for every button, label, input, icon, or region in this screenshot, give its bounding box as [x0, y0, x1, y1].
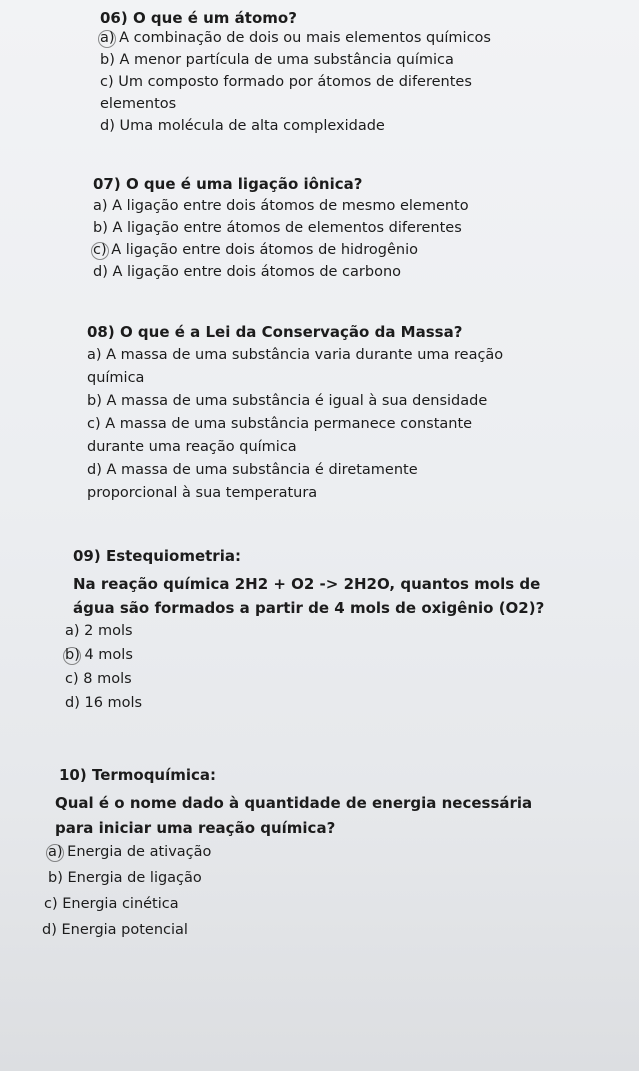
option-a: a) A combinação de dois ou mais elementos químicos [100, 30, 491, 46]
option-b: b) A menor partícula de uma substância química [100, 52, 454, 68]
option-c: c) A massa de uma substância permanece constante [87, 416, 473, 432]
option-d: d) Uma molécula de alta complexidade [100, 118, 385, 134]
option-d: d) Energia potencial [42, 922, 188, 938]
option-d-cont: proporcional à sua temperatura [87, 485, 318, 501]
option-c: c) Energia cinética [44, 896, 179, 912]
question-title: 10) Termoquímica: [59, 766, 217, 784]
option-c: c) A ligação entre dois átomos de hidrogênio [93, 242, 418, 258]
question-title: 08) O que é a Lei da Conservação da Massa? [87, 323, 463, 341]
option-b: b) 4 mols [65, 647, 133, 663]
question-prompt: Qual é o nome dado à quantidade de energia necessária [55, 794, 533, 812]
question-prompt: Na reação química 2H2 + O2 -> 2H2O, quantos mols de [73, 575, 541, 593]
option-d: d) A ligação entre dois átomos de carbono [93, 264, 402, 280]
option-a: a) Energia de ativação [48, 844, 212, 860]
question-prompt-cont: para iniciar uma reação química? [55, 819, 336, 837]
option-d: d) 16 mols [65, 695, 143, 711]
question-title: 09) Estequiometria: [73, 547, 241, 565]
option-d: d) A massa de uma substância é diretamente [87, 462, 418, 478]
option-c-cont: durante uma reação química [87, 439, 297, 455]
option-c: c) Um composto formado por átomos de diferentes [100, 74, 472, 90]
answer-mark [91, 242, 109, 260]
option-a: a) A massa de uma substância varia durante uma reação [87, 347, 504, 363]
question-prompt-cont: água são formados a partir de 4 mols de oxigênio (O2)? [73, 599, 545, 617]
question-title: 06) O que é um átomo? [100, 9, 297, 27]
option-b: b) Energia de ligação [48, 870, 202, 886]
option-a: a) A ligação entre dois átomos de mesmo elemento [93, 198, 469, 214]
option-a-cont: química [87, 370, 145, 386]
option-c: c) 8 mols [65, 671, 132, 687]
answer-mark [98, 30, 116, 48]
option-b: b) A ligação entre átomos de elementos diferentes [93, 220, 462, 236]
option-a: a) 2 mols [65, 623, 133, 639]
question-title: 07) O que é uma ligação iônica? [93, 175, 363, 193]
answer-mark [63, 647, 81, 665]
answer-mark [46, 844, 64, 862]
option-c-cont: elementos [100, 96, 177, 112]
option-b: b) A massa de uma substância é igual à sua densidade [87, 393, 488, 409]
